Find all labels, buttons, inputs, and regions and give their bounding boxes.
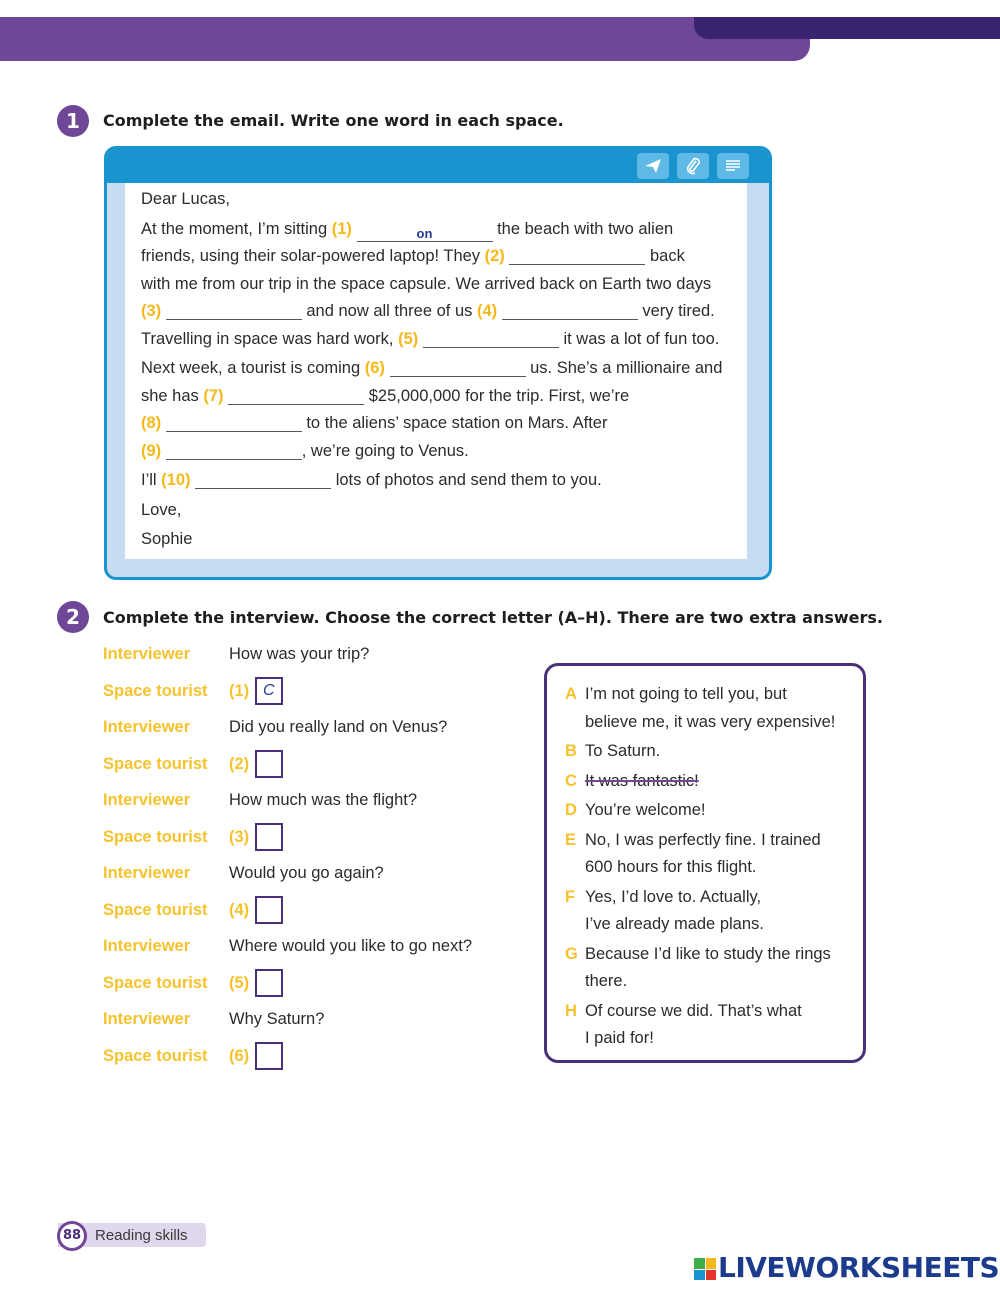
option-text: It was fantastic! xyxy=(585,771,699,790)
answer-box-3[interactable] xyxy=(255,823,283,851)
send-button[interactable] xyxy=(637,153,669,179)
exercise-2-instruction: Complete the interview. Choose the correct letter (A–H). There are two extra answers. xyxy=(103,608,883,627)
option-text: Of course we did. That’s what I paid for! xyxy=(585,1001,802,1047)
email-signature: Sophie xyxy=(141,530,193,548)
attach-button[interactable] xyxy=(677,153,709,179)
gap-number: (2) xyxy=(484,247,505,265)
question-text: Would you go again? xyxy=(229,864,384,882)
exercise-1-number: 1 xyxy=(57,105,89,137)
interview-row xyxy=(103,968,543,998)
interview-row xyxy=(103,639,543,669)
option-text: To Saturn. xyxy=(585,742,661,760)
page-number: 88 xyxy=(57,1221,87,1251)
gap-number: (5) xyxy=(398,329,419,348)
gap-number: (1) xyxy=(331,219,352,238)
email-body xyxy=(125,183,747,559)
option-letter: A xyxy=(565,685,577,703)
gap-input-10[interactable] xyxy=(195,469,331,489)
section-label: Reading skills xyxy=(95,1227,188,1244)
interview-row xyxy=(103,712,543,742)
interview-row xyxy=(103,676,543,706)
interview-row xyxy=(103,858,543,888)
interview-row xyxy=(103,822,543,852)
speaker-label: Interviewer xyxy=(103,937,191,955)
option-a xyxy=(565,681,863,736)
header-accent xyxy=(694,17,1000,39)
speaker-label: Space tourist xyxy=(103,755,208,773)
option-text: Yes, I’d love to. Actually, I’ve already made plans. xyxy=(585,887,764,933)
email-line-2: friends, using their solar-powered laptop! They (2) back xyxy=(141,247,685,265)
option-h xyxy=(565,998,863,1053)
email-window xyxy=(104,146,772,580)
option-letter: D xyxy=(565,801,577,819)
gap-input-3[interactable] xyxy=(166,300,302,320)
interview-row xyxy=(103,895,543,925)
answer-box-5[interactable] xyxy=(255,969,283,997)
answer-number: (2) xyxy=(229,755,250,773)
speaker-label: Interviewer xyxy=(103,718,191,736)
option-letter: E xyxy=(565,830,577,849)
email-line-1: At the moment, I’m sitting (1) on the beach with two alien xyxy=(141,219,674,241)
email-line-3: with me from our trip in the space capsule. We arrived back on Earth two days xyxy=(141,274,712,293)
email-line-5: Travelling in space was hard work, (5) it was a lot of fun too. xyxy=(141,329,720,348)
option-text: You’re welcome! xyxy=(585,801,706,819)
gap-number: (9) xyxy=(141,441,162,460)
speaker-label: Space tourist xyxy=(103,828,208,846)
email-line-4: (3) and now all three of us (4) very tired. xyxy=(141,302,715,320)
gap-number: (10) xyxy=(161,471,191,489)
option-letter: B xyxy=(565,742,577,760)
answer-number: (1) xyxy=(229,682,250,700)
gap-input-8[interactable] xyxy=(166,412,302,432)
option-letter: F xyxy=(565,887,576,906)
email-line-8: (8) to the aliens’ space station on Mars. After xyxy=(141,414,608,432)
gap-number: (4) xyxy=(476,302,498,320)
speaker-label: Space tourist xyxy=(103,682,208,700)
option-c xyxy=(565,768,863,796)
gap-number: (8) xyxy=(141,414,162,432)
interview-row xyxy=(103,749,543,779)
speaker-label: Space tourist xyxy=(103,974,208,992)
interview-row xyxy=(103,1004,543,1034)
speaker-label: Space tourist xyxy=(103,1047,208,1065)
email-line-6: Next week, a tourist is coming (6) us. She’s a millionaire and xyxy=(141,359,723,377)
interview-row xyxy=(103,931,543,961)
speaker-label: Interviewer xyxy=(103,864,191,882)
text-lines-icon xyxy=(725,159,741,173)
answer-box-4[interactable] xyxy=(255,896,283,924)
answer-number: (5) xyxy=(229,974,250,992)
question-text: How much was the flight? xyxy=(229,791,418,809)
speaker-label: Space tourist xyxy=(103,901,208,919)
gap-input-6[interactable] xyxy=(390,357,526,377)
question-text: Why Saturn? xyxy=(229,1010,325,1028)
option-text: Because I’d like to study the rings there. xyxy=(585,944,831,990)
option-f xyxy=(565,884,863,939)
option-letter: C xyxy=(565,771,577,790)
email-line-7: she has (7) $25,000,000 for the trip. First, we’re xyxy=(141,386,630,405)
interview-row xyxy=(103,785,543,815)
option-text: I’m not going to tell you, but believe me, it was very expensive! xyxy=(585,685,836,731)
exercise-1-instruction: Complete the email. Write one word in each space. xyxy=(103,111,564,130)
gap-number: (7) xyxy=(203,386,224,405)
answer-box-2[interactable] xyxy=(255,750,283,778)
gap-input-5[interactable] xyxy=(423,328,559,348)
answer-number: (4) xyxy=(229,901,250,919)
speaker-label: Interviewer xyxy=(103,1010,191,1028)
gap-input-7[interactable] xyxy=(228,385,364,405)
answer-number: (3) xyxy=(229,828,250,846)
liveworksheets-logo-icon xyxy=(694,1258,716,1280)
question-text: Where would you like to go next? xyxy=(229,937,473,955)
email-line-10: I’ll (10) lots of photos and send them to you. xyxy=(141,471,602,489)
speaker-label: Interviewer xyxy=(103,791,191,809)
answer-box-1[interactable]: C xyxy=(255,677,283,705)
gap-input-9[interactable] xyxy=(166,440,302,460)
option-letter: H xyxy=(565,1001,577,1020)
gap-input-4[interactable] xyxy=(502,300,638,320)
gap-input-2[interactable] xyxy=(509,245,645,265)
email-line-9: (9) , we’re going to Venus. xyxy=(141,441,469,460)
format-button[interactable] xyxy=(717,153,749,179)
paperclip-icon xyxy=(685,157,701,175)
gap-input-1[interactable]: on xyxy=(357,222,493,242)
option-d xyxy=(565,797,863,825)
email-toolbar xyxy=(107,149,769,183)
option-e xyxy=(565,827,863,882)
question-text: How was your trip? xyxy=(229,645,370,663)
email-greeting: Dear Lucas, xyxy=(141,190,230,208)
option-b xyxy=(565,738,863,766)
option-letter: G xyxy=(565,944,578,963)
email-closing: Love, xyxy=(141,500,182,519)
option-text: No, I was perfectly fine. I trained 600 hours for this flight. xyxy=(585,830,821,876)
speaker-label: Interviewer xyxy=(103,645,191,663)
header-band xyxy=(0,17,810,61)
interview-row xyxy=(103,1041,543,1071)
answer-box-6[interactable] xyxy=(255,1042,283,1070)
liveworksheets-brand[interactable]: LIVEWORKSHEETS xyxy=(718,1251,1000,1284)
send-icon xyxy=(644,158,662,174)
exercise-2-number: 2 xyxy=(57,601,89,633)
gap-number: (6) xyxy=(364,359,385,377)
answer-options-box xyxy=(544,663,866,1063)
gap-number: (3) xyxy=(141,302,162,320)
answer-number: (6) xyxy=(229,1047,250,1065)
question-text: Did you really land on Venus? xyxy=(229,718,448,736)
option-g xyxy=(565,941,863,996)
